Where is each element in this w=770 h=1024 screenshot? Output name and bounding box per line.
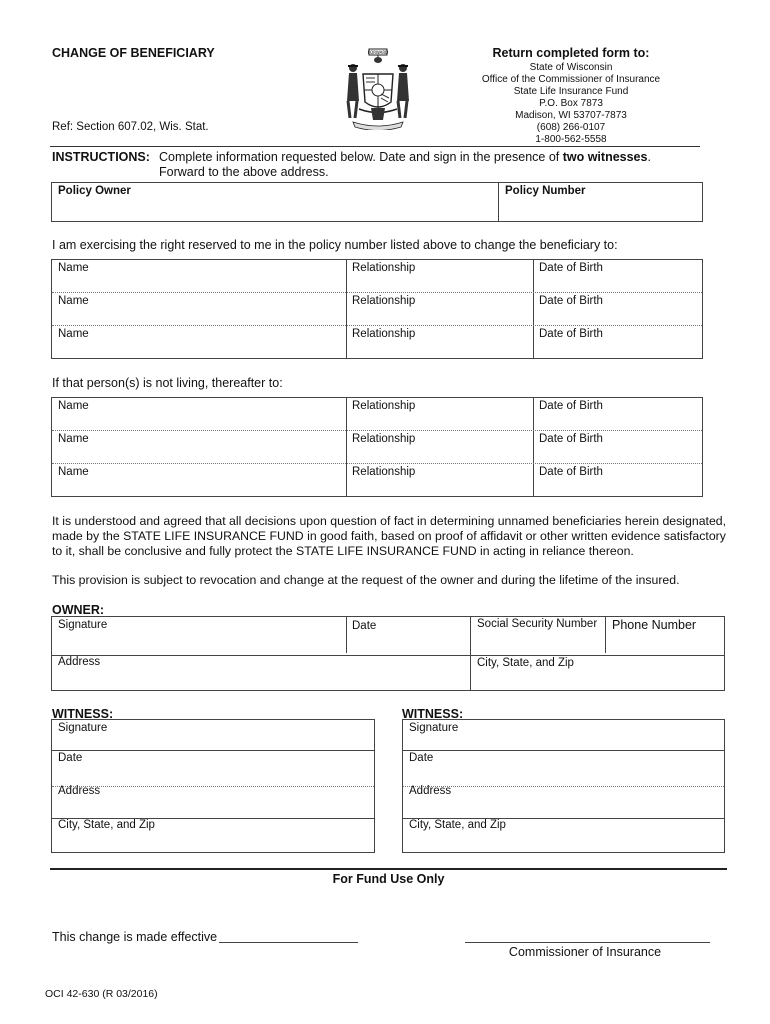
contingent-dob-field[interactable]: Date of Birth <box>539 433 603 445</box>
owner-signature-field[interactable]: Signature <box>58 619 108 631</box>
witness1-box <box>51 719 375 853</box>
address-line: 1-800-562-5558 <box>535 134 607 145</box>
contingent-relationship-field[interactable]: Relationship <box>352 466 416 478</box>
address-line: Madison, WI 53707-7873 <box>515 110 627 121</box>
contingent-relationship-field[interactable]: Relationship <box>352 400 416 412</box>
beneficiary-relationship-field[interactable]: Relationship <box>352 295 416 307</box>
commissioner-signature-line[interactable] <box>465 942 710 943</box>
beneficiary-name-field[interactable]: Name <box>58 262 89 274</box>
terms-line: It is understood and agreed that all decisions upon question of fact in determining unnamed beneficiaries herein designated, <box>52 514 727 528</box>
contingent-dob-field[interactable]: Date of Birth <box>539 400 603 412</box>
beneficiary-dob-field[interactable]: Date of Birth <box>539 262 603 274</box>
witness1-date-field[interactable]: Date <box>58 752 83 764</box>
effective-label: This change is made effective <box>52 930 218 944</box>
revocation-paragraph: This provision is subject to revocation and change at the request of the owner and during the lifetime of the insured. <box>52 573 680 587</box>
address-line: Office of the Commissioner of Insurance <box>481 74 661 85</box>
divider <box>533 398 534 496</box>
policy-box <box>51 182 703 222</box>
beneficiary-table <box>51 259 703 359</box>
contingent-name-field[interactable]: Name <box>58 400 89 412</box>
fund-use-heading: For Fund Use Only <box>332 872 445 886</box>
address-line: State of Wisconsin <box>529 62 613 73</box>
instructions-text-part: Complete information requested below. Date and sign in the presence of <box>159 150 563 164</box>
divider <box>470 617 471 690</box>
divider <box>52 292 702 293</box>
witness2-address-field[interactable]: Address <box>409 785 452 797</box>
divider <box>346 398 347 496</box>
divider <box>498 183 499 221</box>
contingent-dob-field[interactable]: Date of Birth <box>539 466 603 478</box>
beneficiary-dob-field[interactable]: Date of Birth <box>539 328 603 340</box>
witness1-city-state-zip-field[interactable]: City, State, and Zip <box>58 819 155 831</box>
owner-date-field[interactable]: Date <box>352 620 377 632</box>
divider <box>52 655 724 656</box>
owner-city-state-zip-field[interactable]: City, State, and Zip <box>477 657 574 669</box>
witness2-city-state-zip-field[interactable]: City, State, and Zip <box>409 819 506 831</box>
address-line: (608) 266-0107 <box>536 122 606 133</box>
form-number: OCI 42-630 (R 03/2016) <box>45 988 158 1000</box>
witness2-box <box>402 719 725 853</box>
instructions-line2: Forward to the above address. <box>159 165 329 179</box>
instructions-label: INSTRUCTIONS: <box>52 150 150 164</box>
divider <box>52 325 702 326</box>
address-line: P.O. Box 7873 <box>539 98 603 109</box>
contingent-name-field[interactable]: Name <box>58 433 89 445</box>
seal-motto: FORWARD <box>367 50 389 55</box>
beneficiary-relationship-field[interactable]: Relationship <box>352 328 416 340</box>
contingent-table <box>51 397 703 497</box>
divider <box>346 260 347 358</box>
beneficiary-name-field[interactable]: Name <box>58 295 89 307</box>
policy-owner-field[interactable]: Policy Owner <box>58 185 131 197</box>
beneficiary-relationship-field[interactable]: Relationship <box>352 262 416 274</box>
commissioner-label: Commissioner of Insurance <box>508 945 662 959</box>
policy-number-field[interactable]: Policy Number <box>505 185 586 197</box>
witness1-heading: WITNESS: <box>52 707 114 721</box>
divider <box>346 617 347 653</box>
effective-date-line[interactable] <box>219 942 358 943</box>
contingent-relationship-field[interactable]: Relationship <box>352 433 416 445</box>
statute-reference: Ref: Section 607.02, Wis. Stat. <box>52 121 209 133</box>
owner-heading: OWNER: <box>52 603 105 617</box>
divider <box>605 617 606 653</box>
owner-address-field[interactable]: Address <box>58 656 101 668</box>
header-divider <box>50 146 700 147</box>
divider <box>403 750 724 751</box>
contingent-name-field[interactable]: Name <box>58 466 89 478</box>
address-line: State Life Insurance Fund <box>513 86 629 97</box>
fund-use-divider <box>50 868 727 870</box>
divider <box>52 463 702 464</box>
return-heading: Return completed form to: <box>492 46 650 60</box>
divider <box>52 430 702 431</box>
divider <box>52 750 374 751</box>
form-title: CHANGE OF BENEFICIARY <box>52 46 215 60</box>
witness1-address-field[interactable]: Address <box>58 785 101 797</box>
witness2-date-field[interactable]: Date <box>409 752 434 764</box>
witness2-heading: WITNESS: <box>402 707 464 721</box>
contingent-intro: If that person(s) is not living, thereafter to: <box>52 376 283 390</box>
beneficiary-name-field[interactable]: Name <box>58 328 89 340</box>
return-address <box>471 62 671 146</box>
two-witnesses-emphasis: two witnesses <box>562 150 648 164</box>
divider <box>52 786 374 787</box>
instructions-text <box>159 150 651 164</box>
state-seal <box>333 46 423 130</box>
instructions-text-end: . <box>647 150 651 164</box>
terms-line: made by the STATE LIFE INSURANCE FUND in good faith, based on proof of affidavit or other written evidence satisfactory <box>52 529 726 543</box>
beneficiary-intro: I am exercising the right reserved to me in the policy number listed above to change the beneficiary to: <box>52 238 618 252</box>
beneficiary-dob-field[interactable]: Date of Birth <box>539 295 603 307</box>
terms-paragraph <box>52 514 752 559</box>
terms-line: to it, shall be conclusive and fully protect the STATE LIFE INSURANCE FUND in acting in reliance thereon. <box>52 544 634 558</box>
witness1-signature-field[interactable]: Signature <box>58 722 108 734</box>
divider <box>533 260 534 358</box>
owner-ssn-field[interactable]: Social Security Number <box>477 618 598 630</box>
owner-box <box>51 616 725 691</box>
witness2-signature-field[interactable]: Signature <box>409 722 459 734</box>
owner-phone-field[interactable]: Phone Number <box>612 618 697 632</box>
